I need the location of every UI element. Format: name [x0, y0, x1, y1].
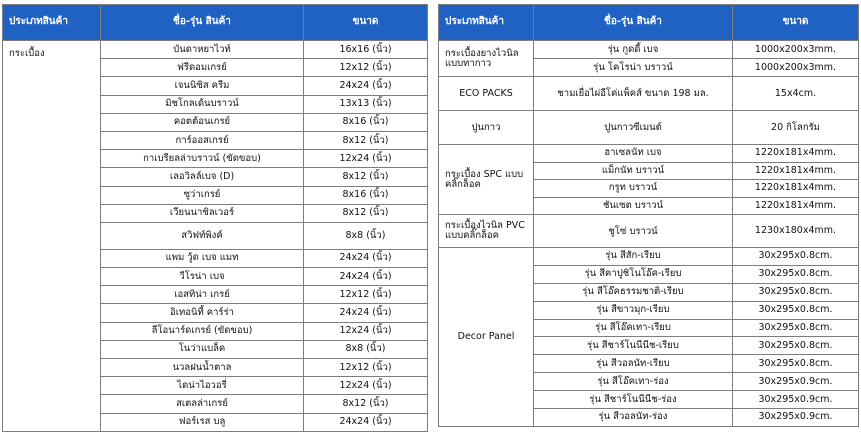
category-header: ประเภทสินค้า — [3, 5, 101, 41]
name-header: ชื่อ-รุ่น สินค้า — [534, 5, 733, 41]
product-size-cell: 24x24 (นิ้ว) — [304, 413, 428, 431]
product-name-cell: เจนนิซิส ครีม — [101, 77, 304, 95]
table-row — [439, 248, 859, 266]
product-size-cell: 24x24 (นิ้ว) — [304, 249, 428, 267]
product-name-cell: วีโรน่า เบจ — [101, 268, 304, 286]
product-size-cell: 8x12 (นิ้ว) — [304, 204, 428, 222]
product-size-cell: 12x12 (นิ้ว) — [304, 286, 428, 304]
product-name-cell: รุ่น สีสัก-เรียบ — [534, 248, 733, 266]
product-name-cell: ไดน่าไอวอรี่ — [101, 377, 304, 395]
product-size-cell: 30x295x0.8cm. — [733, 337, 859, 355]
product-size-cell: 16x16 (นิ้ว) — [304, 41, 428, 59]
product-size-cell: 30x295x0.9cm. — [733, 391, 859, 409]
category-cell: ปูนกาว — [439, 111, 534, 145]
table-row — [439, 215, 859, 248]
product-name-cell: โนว่าแบล็ค — [101, 340, 304, 358]
product-name-cell: ฟอร์เรส บลู — [101, 413, 304, 431]
product-size-cell: 1000x200x3mm. — [733, 41, 859, 59]
table-row — [3, 41, 428, 59]
product-name-cell: รุ่น สีชาร์โนนีนีช-เรียบ — [534, 337, 733, 355]
name-header: ชื่อ-รุ่น สินค้า — [101, 5, 304, 41]
product-name-cell: เวียนนาซิลเวอร์ — [101, 204, 304, 222]
category-cell: กระเบื้อง SPC แบบคลิ๊กล็อค — [439, 145, 534, 215]
product-name-cell: รุ่น สีโอ๊คธรรมชาติ-เรียบ — [534, 283, 733, 301]
product-name-cell: สเตลล่าเกรย์ — [101, 395, 304, 413]
product-name-cell: การ์ออสเกรย์ — [101, 131, 304, 149]
product-name-cell: กาเบรียลล่าบราวน์ (ขัดขอบ) — [101, 150, 304, 168]
product-name-cell: ฟรีดอมเกรย์ — [101, 59, 304, 77]
category-cell: กระเบื้อง — [3, 41, 101, 432]
product-size-cell: 1220x181x4mm. — [733, 180, 859, 198]
product-name-cell: รุ่น สีโอ๊คเทา-เรียบ — [534, 319, 733, 337]
product-name-cell: เลอวิลล์เบจ (D) — [101, 168, 304, 186]
product-name-cell: แม็กนัท บราวน์ — [534, 162, 733, 180]
product-name-cell: รุ่น สีขาวมุก-เรียบ — [534, 301, 733, 319]
product-size-cell: 24x24 (นิ้ว) — [304, 77, 428, 95]
product-size-cell: 8x8 (นิ้ว) — [304, 222, 428, 249]
product-size-cell: 13x13 (นิ้ว) — [304, 95, 428, 113]
product-size-cell: 1220x181x4mm. — [733, 145, 859, 163]
product-size-cell: 12x24 (นิ้ว) — [304, 377, 428, 395]
product-size-cell: 8x12 (นิ้ว) — [304, 395, 428, 413]
product-size-cell: 8x12 (นิ้ว) — [304, 168, 428, 186]
product-name-cell: คอตต้อนเกรย์ — [101, 113, 304, 131]
product-name-cell: รุ่น สีโอ๊คเทา-ร่อง — [534, 373, 733, 391]
product-size-cell: 12x12 (นิ้ว) — [304, 359, 428, 377]
product-size-cell: 1220x181x4mm. — [733, 197, 859, 215]
product-size-cell: 30x295x0.8cm. — [733, 319, 859, 337]
category-cell: ECO PACKS — [439, 77, 534, 111]
category-cell: กระเบื้องไวนิล PVC แบบคลิ๊กล็อค — [439, 215, 534, 248]
product-size-cell: 1000x200x3mm. — [733, 59, 859, 77]
table-row — [439, 41, 859, 59]
product-name-cell: ชันเซต บราวน์ — [534, 197, 733, 215]
product-name-cell: รุ่น สีวอลนัท-ร่อง — [534, 409, 733, 427]
product-size-cell: 30x295x0.9cm. — [733, 409, 859, 427]
product-name-cell: สวิฟท์พิงค์ — [101, 222, 304, 249]
product-size-cell: 30x295x0.8cm. — [733, 283, 859, 301]
product-name-cell: กรูท บราวน์ — [534, 180, 733, 198]
product-name-cell: รุ่น กูดดี้ เบจ — [534, 41, 733, 59]
right-header-row — [439, 5, 859, 41]
product-name-cell: รุ่น สีคาปูชิโนโอ๊ค-เรียบ — [534, 265, 733, 283]
category-cell: กระเบื้องยางไวนิลแบบทากาว — [439, 41, 534, 77]
left-product-table — [2, 4, 428, 432]
product-size-cell: 24x24 (นิ้ว) — [304, 268, 428, 286]
product-size-cell: 8x8 (นิ้ว) — [304, 340, 428, 358]
left-header-row — [3, 5, 428, 41]
product-name-cell: เอสทิน่า เกรย์ — [101, 286, 304, 304]
product-size-cell: 15x4cm. — [733, 77, 859, 111]
product-size-cell: 30x295x0.9cm. — [733, 373, 859, 391]
product-size-cell: 12x24 (นิ้ว) — [304, 150, 428, 168]
product-size-cell: 8x16 (นิ้ว) — [304, 186, 428, 204]
product-name-cell: ชูโซ่ บราวน์ — [534, 215, 733, 248]
product-name-cell: บันดาหยาไวท์ — [101, 41, 304, 59]
product-name-cell: ฮาเซลนัท เบจ — [534, 145, 733, 163]
table-row — [439, 145, 859, 163]
size-header: ขนาด — [304, 5, 428, 41]
product-size-cell: 1230x180x4mm. — [733, 215, 859, 248]
product-name-cell: แพม วู้ด เบจ แมท — [101, 249, 304, 267]
product-name-cell: รุ่น สีวอลนัท-เรียบ — [534, 355, 733, 373]
product-name-cell: ปูนกาวซีเมนต์ — [534, 111, 733, 145]
table-row — [439, 77, 859, 111]
product-size-cell: 8x16 (นิ้ว) — [304, 113, 428, 131]
product-size-cell: 12x24 (นิ้ว) — [304, 322, 428, 340]
product-name-cell: รุ่น สีชาร์โนนีนีช-ร่อง — [534, 391, 733, 409]
product-name-cell: มิชโกลเด้นบราวน์ — [101, 95, 304, 113]
product-size-cell: 12x12 (นิ้ว) — [304, 59, 428, 77]
product-name-cell: นวลฝนน้ำตาล — [101, 359, 304, 377]
product-size-cell: 24x24 (นิ้ว) — [304, 304, 428, 322]
product-size-cell: 20 กิโลกรัม — [733, 111, 859, 145]
table-row — [439, 111, 859, 145]
category-cell: Decor Panel — [439, 248, 534, 427]
product-size-cell: 30x295x0.8cm. — [733, 355, 859, 373]
product-size-cell: 1220x181x4mm. — [733, 162, 859, 180]
product-name-cell: ซูว่าเกรย์ — [101, 186, 304, 204]
category-header: ประเภทสินค้า — [439, 5, 534, 41]
product-name-cell: รุ่น โคโรน่า บราวน์ — [534, 59, 733, 77]
product-size-cell: 30x295x0.8cm. — [733, 265, 859, 283]
product-name-cell: อิเทอนิที้ คาร์ร่า — [101, 304, 304, 322]
product-size-cell: 30x295x0.8cm. — [733, 248, 859, 266]
product-size-cell: 8x12 (นิ้ว) — [304, 131, 428, 149]
product-name-cell: ชามเยื่อไผ่อีโค่แพ็คส์ ขนาด 198 มล. — [534, 77, 733, 111]
product-name-cell: ลีโอนาร์ดเกรย์ (ขัดขอบ) — [101, 322, 304, 340]
size-header: ขนาด — [733, 5, 859, 41]
right-product-table — [438, 4, 859, 427]
product-size-cell: 30x295x0.8cm. — [733, 301, 859, 319]
